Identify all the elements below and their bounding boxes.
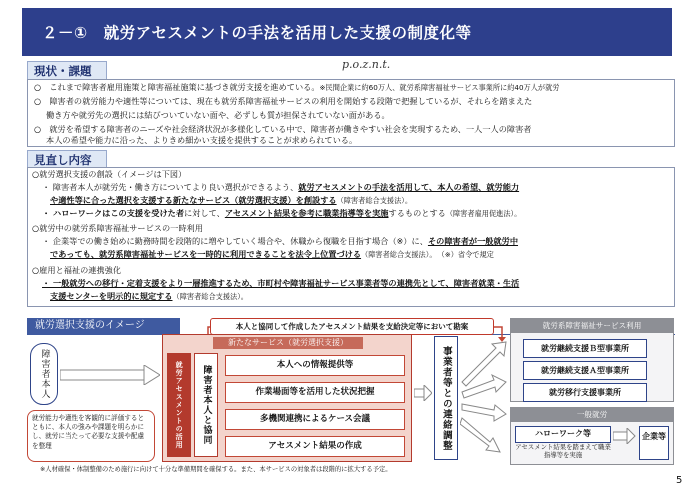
s1-l3e: （障害者雇用促進法）。 xyxy=(445,209,522,218)
s3-l1: ・ 一般就労への移行・定着支援をより一層推進するため、市町村や障害福祉サービス事業者等の連携先として、障害者就業・生活 xyxy=(42,278,520,288)
s1-l3b: に対して、 xyxy=(184,208,225,218)
s1-l1b: 就労アセスメントの手法を活用して、本人の希望、就労能力 xyxy=(298,182,520,192)
hellowork-box: ハローワーク等 xyxy=(515,426,611,443)
s1-l3a: ・ ハローワークはこの支援を受けた者 xyxy=(42,208,185,218)
s2-l2c: （※）省令で規定 xyxy=(441,250,494,259)
step-2: 作業場面等を活用した状況把握 xyxy=(225,382,405,403)
current-p3b: 本人の希望や能力に沿った、よりきめ細かい支援を提供することが求められている。 xyxy=(46,135,358,145)
step-3: 多機関連携によるケース会議 xyxy=(225,409,405,430)
general-panel xyxy=(510,407,674,465)
s3-l2a: 支援センターを明示的に規定する xyxy=(50,291,173,301)
s2-title: ○就労中の就労系障害福祉サービスの一時利用 xyxy=(32,223,203,233)
image-title: 就労選択支援のイメージ xyxy=(27,318,180,334)
welfare-head: 就労系障害福祉サービス利用 xyxy=(511,319,673,333)
person-box xyxy=(30,343,58,405)
current-panel xyxy=(27,79,675,147)
footnote: ※人材確保・体制整備のため施行に向けて十分な準備期間を確保する。また、本サービスの対象者は段階的に拡大する予定。 xyxy=(40,466,392,473)
welfare-transition: 就労移行支援事業所 xyxy=(523,383,647,402)
handwritten-note: p.o.z.n.t. xyxy=(342,58,391,71)
arrow-to-liaison xyxy=(414,385,432,401)
top-pill: 本人と協同して作成したアセスメント結果を支給決定等において勘案 xyxy=(210,318,494,335)
s2-l2b: （障害者総合支援法）。 xyxy=(361,250,433,259)
step-1: 本人への情報提供等 xyxy=(225,355,405,376)
arrow-to-service xyxy=(60,365,160,385)
current-p2a: ○ 障害者の就労能力や適性等については、現在も就労系障害福祉サービスの利用を開始する段階で把握しているが、それらを踏まえた xyxy=(34,96,533,106)
s3-title: ○雇用と福祉の連携強化 xyxy=(32,265,122,275)
vert-cooperation-text: 障害者本人と協同 xyxy=(201,365,212,445)
step-4: アセスメント結果の作成 xyxy=(225,436,405,457)
review-heading: 見直し内容 xyxy=(27,150,107,170)
liaison-label: 事業者等との連絡調整 xyxy=(440,345,452,451)
general-head: 一般就労 xyxy=(511,408,673,422)
s1-l1a: ・ 障害者本人が就労先・働き方についてより良い選択ができるよう、 xyxy=(42,182,299,192)
hellowork-note: アセスメント結果を踏まえて職業指導等を実施 xyxy=(515,443,611,459)
arrow-to-company xyxy=(613,428,637,444)
arrows-to-destinations xyxy=(460,330,512,460)
current-p1: ○ これまで障害者雇用施策と障害福祉施策に基づき就労支援を進めている。 xyxy=(34,82,320,92)
person-label: 障害者本人 xyxy=(39,349,50,399)
page-title: ２－① 就労アセスメントの手法を活用した支援の制度化等 xyxy=(42,24,472,42)
new-service-title: 新たなサービス（就労選択支援） xyxy=(213,337,363,349)
current-p2b: 働き方や就労先の選択には結びついていない面や、必ずしも質が担保されていない面がある。 xyxy=(46,110,390,120)
s1-title: ○就労選択支援の創設（イメージは下図） xyxy=(32,169,187,179)
s1-l3d: するものとする xyxy=(388,208,446,218)
title-bar xyxy=(22,8,672,56)
s1-l2b: （障害者総合支援法）。 xyxy=(336,196,413,205)
company-box: 企業等 xyxy=(639,426,669,460)
page-number: 5 xyxy=(676,475,683,486)
welfare-a: 就労継続支援Ａ型事業所 xyxy=(523,361,647,380)
vert-cooperation xyxy=(194,353,218,457)
new-service-box xyxy=(162,334,412,462)
current-p3a: ○ 就労を希望する障害者のニーズや社会経済状況が多様化している中で、障害者が働きやすい社会を実現するため、一人一人の障害者 xyxy=(34,124,532,134)
liaison-box xyxy=(434,336,458,460)
welfare-b: 就労継続支援Ｂ型事業所 xyxy=(523,339,647,358)
current-heading: 現状・課題 xyxy=(27,61,107,81)
vert-assessment-text: 就労アセスメントの活用 xyxy=(175,361,184,449)
s3-l2b: （障害者総合支援法）。 xyxy=(172,292,248,301)
s2-l2a: であっても、就労系障害福祉サービスを一時的に利用できることを法令上位置づける xyxy=(50,249,362,259)
s1-l2a: や適性等に合った選択を支援する新たなサービス（就労選択支援）を創設する xyxy=(50,195,337,205)
s1-l3c: アセスメント結果を参考に職業指導等を実施 xyxy=(224,208,389,218)
s2-l1b: その障害者が一般就労中 xyxy=(427,236,519,246)
current-p1-note: ※民間企業に約60万人、就労系障害福祉サービス事業所に約40万人が就労 xyxy=(319,83,560,92)
vert-assessment xyxy=(167,353,191,457)
assessment-bubble: 就労能力や適性を客観的に評価するとともに、本人の強みや課題を明らかにし、就労に当たって必要な支援や配慮を整理 xyxy=(27,410,155,462)
s2-l1a: ・ 企業等での働き始めに勤務時間を段階的に増やしていく場合や、休職から復職を目指す場合（※）に、 xyxy=(42,236,428,246)
welfare-panel xyxy=(510,318,674,402)
review-panel xyxy=(27,167,675,307)
